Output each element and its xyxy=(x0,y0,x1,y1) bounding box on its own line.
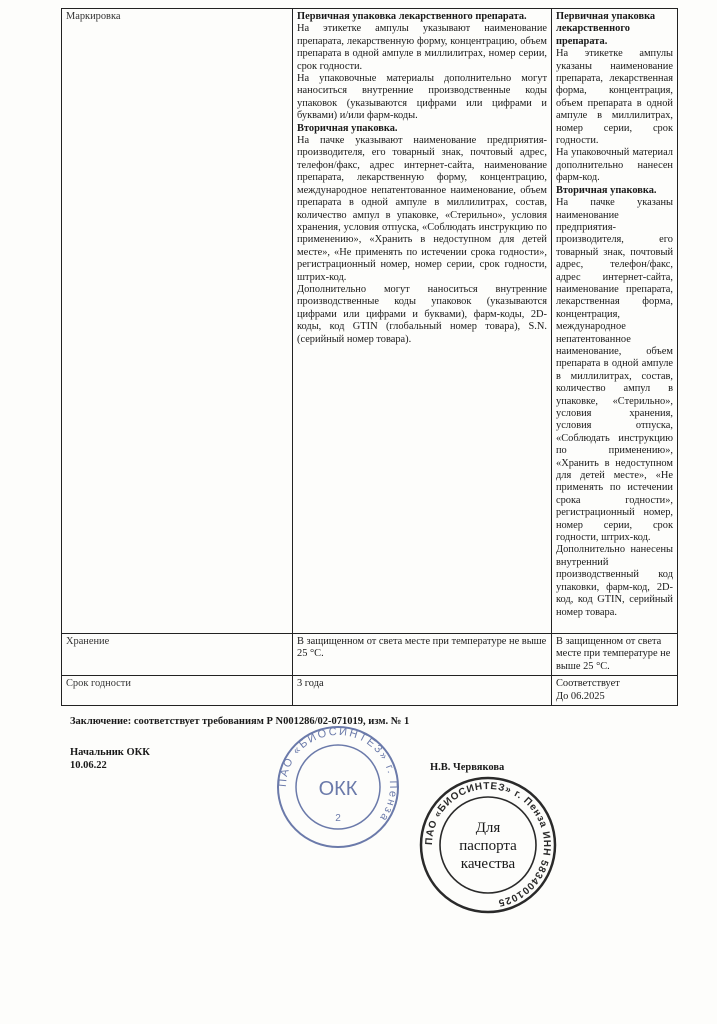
okk-stamp-center: ОКК xyxy=(318,778,358,800)
result-primary-heading: Первичная упаковка лекарственного препарата. xyxy=(556,11,656,47)
signer-name: Н.В. Червякова xyxy=(430,762,505,773)
result-secondary-extra: Дополнительно нанесены внутренний производственный код упаковки, фарм-код, 2D-код, код GTIN, серийный номер товара. xyxy=(556,544,673,618)
spec-secondary-extra: Дополнительно могут наноситься внутренние производственные коды упаковок (указываются цифрами или цифрами и буквами), фарм-коды, 2D-коды, код GTIN (глобальный номер товара), S.N. (серийный номер товара). xyxy=(297,283,547,345)
result-line: Соответствует xyxy=(556,678,620,690)
spec-primary-extra: На упаковочные материалы дополнительно могут наноситься внутренние производственные коды упаковок (указываются цифрами или цифрами и буквами) и/или фарм-коды. xyxy=(297,73,547,122)
row-name-cell: Хранение xyxy=(62,634,293,676)
spec-cell xyxy=(293,9,552,634)
spec-cell: В защищенном от света месте при температуре не выше 25 °С. xyxy=(293,634,552,676)
spec-cell: 3 года xyxy=(293,676,552,706)
passport-stamp-line3: качества xyxy=(460,856,516,872)
result-cell xyxy=(552,676,678,706)
signature-date: 10.06.22 xyxy=(70,760,107,771)
passport-stamp-line1: Для xyxy=(475,820,501,836)
specification-table xyxy=(61,8,678,706)
svg-text:ПАО «БИОСИНТЕЗ» г. Пенза xyxy=(277,726,399,825)
table-row xyxy=(62,634,678,676)
okk-stamp xyxy=(258,725,418,850)
passport-stamp-ring-text: ПАО «БИОСИНТЕЗ» г. Пенза ИНН 5834001025 xyxy=(423,780,553,909)
spec-primary-text: На этикетке ампулы указывают наименование препарата, лекарственную форму, концентрацию, объем препарата в одной ампуле в миллилитрах, номер серии, срок годности. xyxy=(297,23,547,72)
spec-primary-heading: Первичная упаковка лекарственного препарата. xyxy=(297,11,527,22)
passport-stamp xyxy=(418,775,558,915)
result-secondary-text: На пачке указаны наименование предприятия-производителя, его товарный знак, почтовый адрес, телефон/факс, адрес интернет-сайта, наименование препарата, лекарственная форма, концентрация, международное непатентованное наименование, объем препарата в одной ампуле в миллилитрах, состав, количество ампул в упаковке, «Стерильно», условия хранения, условия отпуска, «Соблюдать инструкцию по применению», «Хранить в недоступном для детей месте», «Не применять по истечении срока годности», регистрационный номер, номер серии, срок годности, штрих-код. xyxy=(556,197,673,544)
spec-secondary-heading: Вторичная упаковка. xyxy=(297,122,398,134)
okk-stamp-number: 2 xyxy=(335,813,341,824)
signature-block xyxy=(70,746,150,772)
row-name-cell: Срок годности xyxy=(62,676,293,706)
result-primary-text: На этикетке ампулы указаны наименование препарата, лекарственная форма, концентрация, объем препарата в одной ампуле в миллилитрах, номер серии, срок годности. xyxy=(556,48,673,147)
result-cell xyxy=(552,9,678,634)
okk-stamp-ring-text: ПАО «БИОСИНТЕЗ» г. Пенза xyxy=(276,725,400,825)
result-line: До 06.2025 xyxy=(556,690,605,702)
result-secondary-heading: Вторичная упаковка. xyxy=(556,184,657,196)
row-name-cell: Маркировка xyxy=(62,9,293,634)
passport-stamp-line2: паспорта xyxy=(459,838,517,854)
table-row xyxy=(62,676,678,706)
result-cell: В защищенном от света месте при температуре не выше 25 °С. xyxy=(552,634,678,676)
spec-secondary-text: На пачке указывают наименование предприятия-производителя, его товарный знак, почтовый адрес, телефон/факс, адрес интернет-сайта, наименование препарата, лекарственную форму, концентрацию, международное непатентованное наименование, объем препарата в одной ампуле в миллилитрах, состав, количество ампул в упаковке, «Стерильно», условия хранения, условия отпуска, «Соблюдать инструкцию по применению», «Хранить в недоступном для детей месте», «Не применять по истечении срока годности», регистрационный номер, номер серии, срок годности, штрих-код. xyxy=(297,135,547,283)
conclusion-label: Заключение: xyxy=(70,716,132,727)
signer-title: Начальник ОКК xyxy=(70,747,150,758)
table-row xyxy=(62,9,678,634)
result-primary-extra: На упаковочный материал дополнительно нанесен фарм-код. xyxy=(556,147,673,184)
conclusion-text: соответствует требованиям Р N001286/02-071019, изм. № 1 xyxy=(133,716,410,727)
